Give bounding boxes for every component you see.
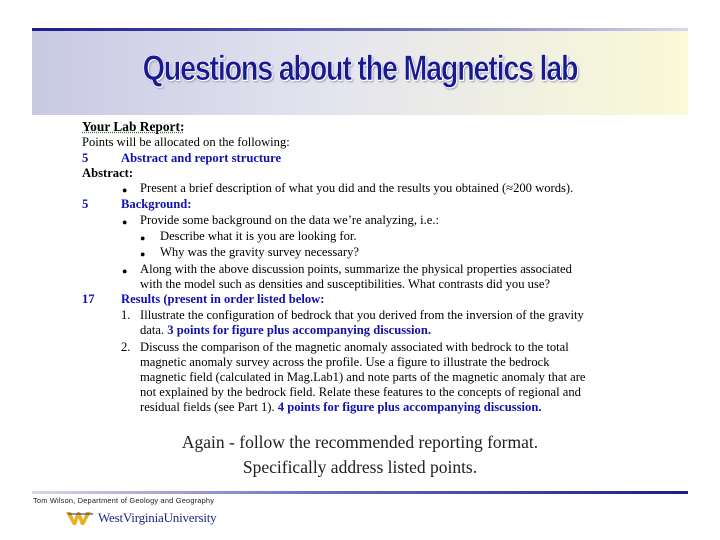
results-item1-line2 (140, 323, 431, 338)
section3-label: Results (present in order listed below: (121, 292, 325, 306)
intro-text: Points will be allocated on the following: (82, 135, 290, 149)
section3-points: 17 (82, 292, 95, 306)
slide-title: Questions about the Magnetics lab (142, 49, 578, 88)
results-item2-points: 4 points for figure plus accompanying discussion. (277, 400, 542, 414)
closing-line1: Again - follow the recommended reporting format. (181, 432, 539, 452)
results-item2-number: 2. (121, 340, 131, 354)
background-bullet2-line2: with the model such as densities and susceptibilities. What contrasts did you use? (140, 277, 551, 291)
background-bullet1: Provide some background on the data we’re analyzing, i.e.: (140, 213, 440, 227)
background-sub1: Describe what it is you are looking for. (160, 229, 357, 243)
title-banner (32, 31, 688, 115)
results-item2-line4: not explained by the bedrock field. Relate these features to the concepts of regional and (140, 385, 581, 399)
results-item2-line2: magnetic anomaly survey across the profile. Use a figure to illustrate the bedrock (140, 355, 550, 369)
author-credit: Tom Wilson, Department of Geology and Geography (33, 496, 215, 505)
bullet-icon: ● (122, 266, 128, 276)
bullet-icon: ● (122, 185, 128, 195)
sub-bullet-icon: ● (140, 233, 146, 243)
bullet-icon: ● (122, 217, 128, 227)
abstract-label: Abstract: (82, 166, 134, 180)
abstract-bullet: Present a brief description of what you did and the results you obtained (≈200 words). (140, 181, 574, 195)
wv-flying-wv-icon (66, 510, 94, 526)
results-item2-line5 (140, 400, 542, 415)
sub-bullet-icon: ● (140, 249, 146, 259)
results-item2-line1: Discuss the comparison of the magnetic anomaly associated with bedrock to the total (140, 340, 569, 354)
section2-label: Background: (121, 197, 192, 211)
results-item1-line1: Illustrate the configuration of bedrock that you derived from the inversion of the gravity (140, 308, 584, 322)
results-item1-number: 1. (121, 308, 131, 322)
section1-points: 5 (82, 151, 89, 165)
background-sub2: Why was the gravity survey necessary? (160, 245, 359, 259)
university-logo (66, 506, 216, 530)
results-item1-line2a: data. (140, 323, 165, 337)
results-item2-line5a: residual fields (see Part 1). (140, 400, 275, 414)
results-item2-line3: magnetic field (calculated in Mag.Lab1) and note parts of the magnetic anomaly that are (140, 370, 586, 384)
bottom-rule (32, 491, 688, 494)
report-heading: Your Lab Report: (82, 119, 185, 134)
closing-note (0, 430, 720, 480)
section2-points: 5 (82, 197, 89, 211)
results-item1-points: 3 points for figure plus accompanying discussion. (167, 323, 431, 337)
section1-label: Abstract and report structure (121, 151, 282, 165)
university-name: WestVirginiaUniversity (98, 510, 217, 525)
closing-line2: Specifically address listed points. (242, 457, 478, 477)
background-bullet2-line1: Along with the above discussion points, summarize the physical properties associated (140, 262, 572, 276)
